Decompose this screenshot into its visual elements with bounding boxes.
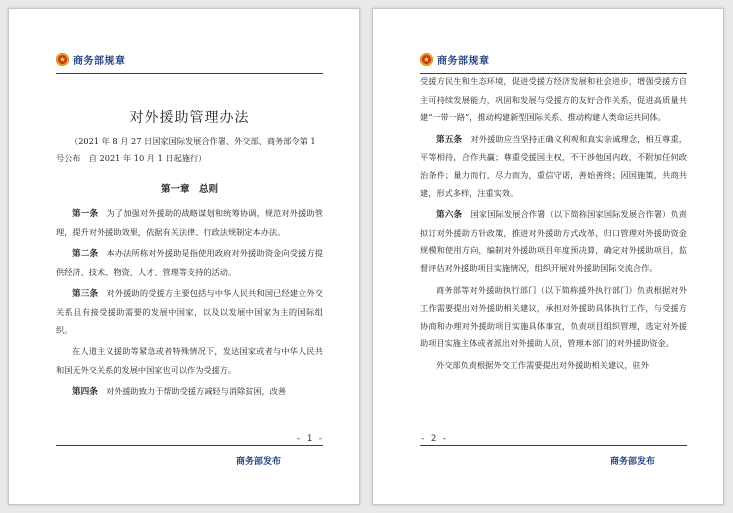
article-label: 第一条: [72, 209, 99, 219]
article-label: 第二条: [72, 249, 99, 260]
page-header: [420, 49, 687, 74]
article-text: 商务部等对外援助执行部门（以下简称援外执行部门）负责根据对外工作需要提出对外援助相关建议，承担对外援助具体执行工作，与受援方协商和办理对外援助项目实施具体事宜，负责项目组织管理，选定对外援助项目实施主体或者派出对外援助人员，管理本部门的对外援助资金。: [420, 284, 687, 349]
page-number: - 1 -: [295, 434, 323, 444]
header-title: 商务部规章: [437, 56, 490, 67]
article-paragraph: [420, 357, 687, 376]
document-page-1: [8, 8, 360, 505]
page-footer: [56, 445, 323, 467]
article-paragraph: [420, 206, 687, 277]
article-text: 受援方民生和生态环境，促进受援方经济发展和社会进步，增强受援方自主可持续发展能力，巩固和发展与受援方的友好合作关系，促进高质量共建“一带一路”，推动构建新型国际关系、推动构建人类命运共同体。: [420, 76, 687, 123]
page-body: [420, 73, 687, 380]
document-page-2: [372, 8, 724, 505]
article-paragraph: [56, 343, 323, 379]
article-paragraph: [56, 245, 323, 281]
footer-publisher: 商务部发布: [609, 457, 655, 467]
national-emblem-icon: [56, 53, 69, 66]
article-paragraph: [420, 282, 687, 353]
article-text: 本办法所称对外援助是指使用政府对外援助资金向受援方提供经济、技术、物资、人才、管理等支持的活动。: [56, 248, 323, 277]
national-emblem-icon: [420, 53, 433, 66]
page-body: [56, 77, 323, 406]
header-title: 商务部规章: [73, 56, 126, 67]
page-header: [56, 49, 323, 74]
article-text: 在人道主义援助等紧急或者特殊情况下，发达国家或者与中华人民共和国无外交关系的发展中国家也可以作为受援方。: [56, 346, 323, 375]
article-text: 为了加强对外援助的战略谋划和统筹协调，规范对外援助管理，提升对外援助效果，依据有关法律、行政法规制定本办法。: [56, 208, 323, 237]
article-paragraph: [56, 285, 323, 339]
page-footer: [420, 445, 687, 467]
article-text: 对外援助致力于帮助受援方减轻与消除贫困，改善: [97, 386, 287, 397]
article-paragraph: [420, 73, 687, 127]
document-title: 对外援助管理办法: [129, 110, 250, 126]
chapter-heading: 第一章 总则: [160, 184, 218, 195]
article-label: 第四条: [72, 387, 98, 398]
article-label: 第六条: [436, 210, 463, 221]
article-paragraph: [56, 383, 323, 402]
article-text: 对外援助应当坚持正确义利观和真实亲诚理念，相互尊重，平等相待，合作共赢；尊重受援国主权，不干涉他国内政，不附加任何政治条件；量力而行，尽力而为，重信守诺，善始善终；因国施策，共商共建，形式多样，注重实效。: [420, 133, 687, 198]
article-label: 第五条: [436, 134, 463, 145]
article-text: 对外援助的受援方主要包括与中华人民共和国已经建立外交关系且有接受援助需要的发展中国家，以及以发展中国家为主的国际组织。: [56, 288, 323, 335]
page-number: - 2 -: [420, 434, 448, 444]
document-subtitle: （2021 年 8 月 27 日国家国际发展合作署、外交部、商务部令第 1 号公布 自 2021 年 10 月 1 日起施行）: [56, 136, 316, 163]
article-text: 外交部负责根据外交工作需要提出对外援助相关建议，驻外: [436, 359, 649, 370]
article-text: 国家国际发展合作署（以下简称国家国际发展合作署）负责拟订对外援助方针政策，推进对外援助方式改革，归口管理对外援助资金规模和使用方向，编制对外援助项目年度预决算，确定对外援助项目，监督评估对外援助项目实施情况，组织开展对外援助国际交流合作。: [420, 209, 687, 273]
article-paragraph: [420, 131, 687, 202]
footer-publisher: 商务部发布: [235, 457, 281, 467]
article-label: 第三条: [72, 289, 99, 300]
article-paragraph: [56, 205, 323, 241]
